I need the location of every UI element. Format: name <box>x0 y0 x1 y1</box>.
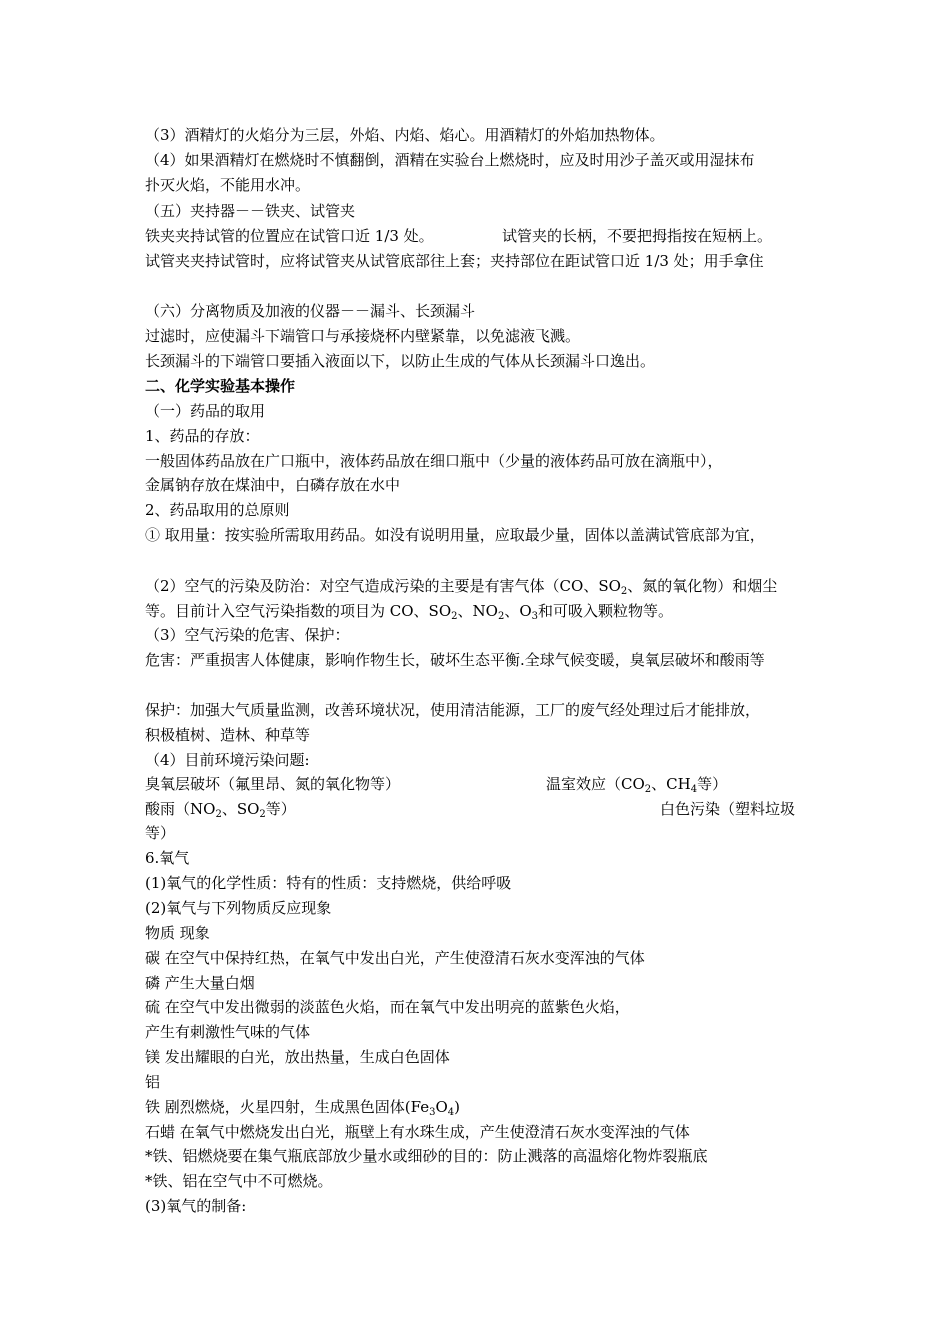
subscript: 2 <box>451 611 458 622</box>
text-line: 试管夹夹持试管时，应将试管夹从试管底部往上套；夹持部位在距试管口近 1/3 处；用手拿住 <box>145 252 764 270</box>
text-line: 长颈漏斗的下端管口要插入液面以下，以防止生成的气体从长颈漏斗口逸出。 <box>145 352 656 370</box>
text-segment: 白色污染（塑料垃圾 <box>660 800 796 818</box>
section-heading: （一）药品的取用 <box>145 402 266 420</box>
text-line: 危害：严重损害人体健康，影响作物生长，破坏生态平衡.全球气候变暖，臭氧层破坏和酸雨等 <box>145 651 765 669</box>
text-segment: 酸雨（NO <box>145 800 216 818</box>
subscript: 2 <box>497 611 505 622</box>
text-line: 保护：加强大气质量监测，改善环境状况，使用清洁能源，工厂的废气经处理过后才能排放， <box>145 701 761 719</box>
text-segment: 等） <box>697 775 728 793</box>
text-line: 物质 现象 <box>145 924 210 942</box>
text-line: 磷 产生大量白烟 <box>145 974 255 992</box>
text-line: 碳 在空气中保持红热，在氧气中发出白光，产生使澄清石灰水变浑浊的气体 <box>145 949 645 967</box>
text-line: (2)氧气与下列物质反应现象 <box>145 899 332 917</box>
text-line <box>145 601 673 621</box>
subscript: 2 <box>259 809 266 820</box>
text-segment: 、SO <box>221 800 260 818</box>
text-line: (3)氧气的制备: <box>145 1197 247 1215</box>
text-line: （3）空气污染的危害、保护： <box>145 626 350 644</box>
chapter-heading: 二、化学实验基本操作 <box>145 377 296 395</box>
text-segment: 、NO <box>457 602 498 620</box>
text-segment: 铁 剧烈燃烧，火星四射，生成黑色固体(Fe <box>145 1098 430 1116</box>
section-heading: 6.氧气 <box>145 849 190 867</box>
text-line: 镁 发出耀眼的白光，放出热量，生成白色固体 <box>145 1048 450 1066</box>
text-segment: 等） <box>265 800 296 818</box>
text-line: （4）如果酒精灯在燃烧时不慎翻倒，酒精在实验台上燃烧时，应及时用沙子盖灭或用湿抹布 <box>145 151 755 169</box>
text-segment: 试管夹的长柄，不要把拇指按在短柄上。 <box>502 227 773 245</box>
text-segment: 、O <box>504 602 532 620</box>
text-line <box>145 226 773 246</box>
section-heading: （五）夹持器－－铁夹、试管夹 <box>145 202 356 220</box>
text-line: 一般固体药品放在广口瓶中，液体药品放在细口瓶中（少量的液体药品可放在滴瓶中）， <box>145 452 723 470</box>
text-line <box>145 1097 460 1117</box>
text-line: 过滤时，应使漏斗下端管口与承接烧杯内壁紧靠，以免滤液飞溅。 <box>145 327 581 345</box>
subscript: 3 <box>429 1107 436 1118</box>
text-line: *铁、铝在空气中不可燃烧。 <box>145 1172 333 1190</box>
text-line: （3）酒精灯的火焰分为三层，外焰、内焰、焰心。用酒精灯的外焰加热物体。 <box>145 126 665 144</box>
text-line: *铁、铝燃烧要在集气瓶底部放少量水或细砂的目的：防止溅落的高温熔化物炸裂瓶底 <box>145 1147 708 1165</box>
text-line: 金属钠存放在煤油中，白磷存放在水中 <box>145 476 401 494</box>
text-segment: ) <box>454 1098 461 1116</box>
subscript: 4 <box>447 1107 455 1118</box>
subscript: 2 <box>644 784 652 795</box>
text-segment: 铁夹夹持试管的位置应在试管口近 1/3 处。 <box>145 227 434 245</box>
text-segment: 温室效应（CO <box>546 775 645 793</box>
text-segment: 、氮的氧化物）和烟尘 <box>627 577 778 595</box>
text-line: 铝 <box>145 1073 161 1091</box>
subscript: 4 <box>690 784 698 795</box>
text-segment: 和可吸入颗粒物等。 <box>538 602 674 620</box>
text-line: 产生有刺激性气味的气体 <box>145 1023 311 1041</box>
text-line <box>145 799 796 820</box>
text-line <box>145 576 777 596</box>
text-line: 积极植树、造林、种草等 <box>145 726 311 744</box>
text-line: 石蜡 在氧气中燃烧发出白光，瓶壁上有水珠生成，产生使澄清石灰水变浑浊的气体 <box>145 1123 690 1141</box>
text-line: ① 取用量：按实验所需取用药品。如没有说明用量，应取最少量，固体以盖满试管底部为宜， <box>145 526 765 544</box>
subscript: 3 <box>531 611 538 622</box>
section-heading: （六）分离物质及加液的仪器－－漏斗、长颈漏斗 <box>145 302 476 320</box>
text-line: (1)氧气的化学性质：特有的性质：支持燃烧，供给呼吸 <box>145 874 512 892</box>
text-segment <box>546 774 727 794</box>
text-line: 2、药品取用的总原则 <box>145 501 290 519</box>
text-segment <box>145 800 296 818</box>
text-segment: O <box>435 1098 448 1116</box>
subscript: 2 <box>215 809 222 820</box>
text-segment: 、CH <box>651 775 691 793</box>
text-line <box>145 774 728 795</box>
text-segment: 等。目前计入空气污染指数的项目为 CO、SO <box>145 602 452 620</box>
text-line: 1、药品的存放： <box>145 427 260 445</box>
text-line: 等） <box>145 824 176 842</box>
text-line: （4）目前环境污染问题: <box>145 751 310 769</box>
text-line: 扑灭火焰，不能用水冲。 <box>145 176 311 194</box>
subscript: 2 <box>620 586 628 597</box>
text-segment: （2）空气的污染及防治：对空气造成污染的主要是有害气体（CO、SO <box>145 577 621 595</box>
text-segment: 臭氧层破坏（氟里昂、氮的氧化物等） <box>145 775 401 793</box>
text-line: 硫 在空气中发出微弱的淡蓝色火焰，而在氧气中发出明亮的蓝紫色火焰， <box>145 998 630 1016</box>
